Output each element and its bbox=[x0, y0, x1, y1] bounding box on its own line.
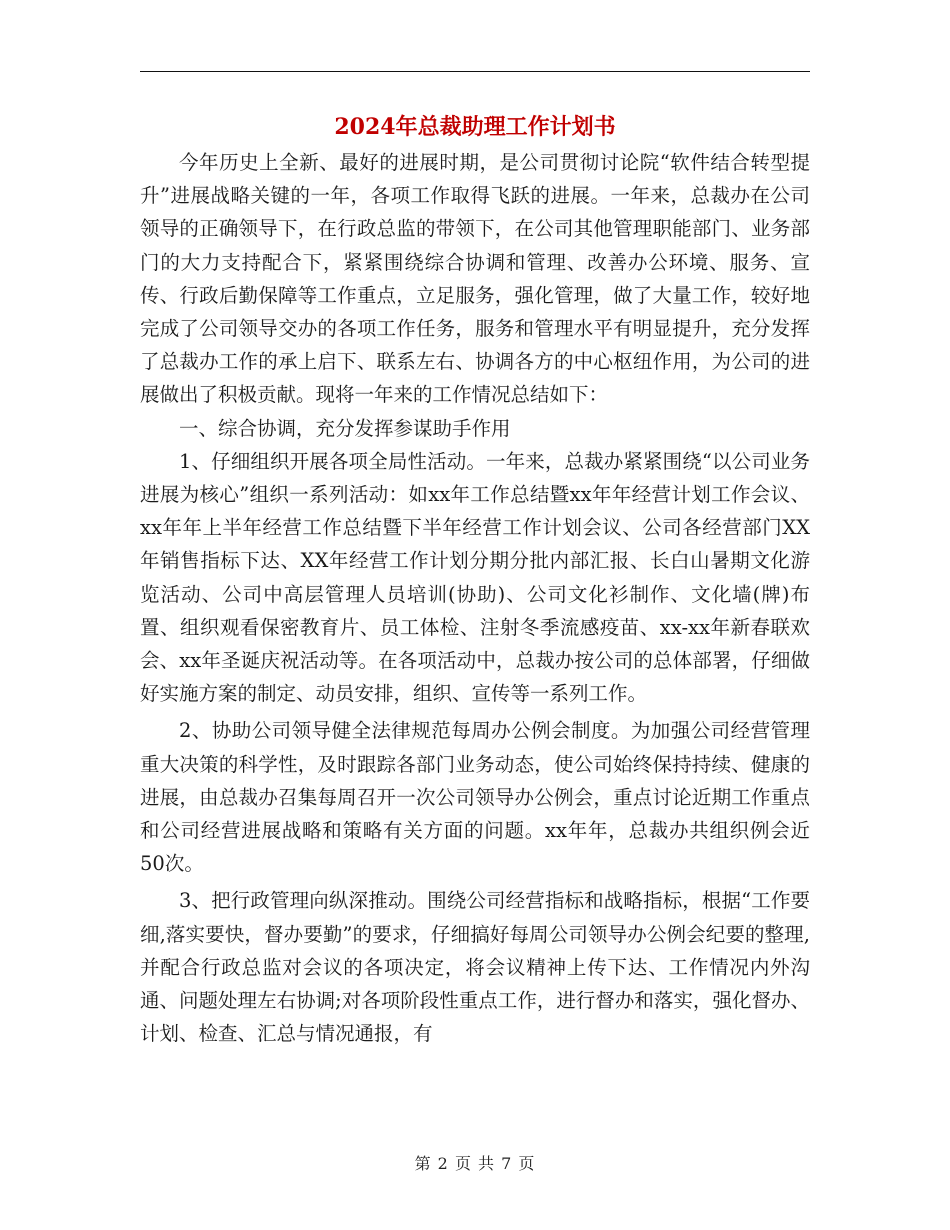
section-heading-1: 一、综合协调，充分发挥参谋助手作用 bbox=[179, 416, 511, 440]
paragraph-intro: 今年历史上全新、最好的进展时期，是公司贯彻讨论院“软件结合转型提升”进展战略关键的一年，各项工作取得飞跃的进展。一年来，总裁办在公司领导的正确领导下，在行政总监的带领下，在公司其他管理职能部门、业务部门的大力支持配合下，紧紧围绕综合协调和管理、改善办公环境、服务、宣传、行政后勤保障等工作重点，立足服务，强化管理，做了大量工作，较好地完成了公司领导交办的各项工作任务，服务和管理水平有明显提升，充分发挥了总裁办工作的承上启下、联系左右、协调各方的中心枢纽作用，为公司的进展做出了积极贡献。现将一年来的工作情况总结如下： bbox=[140, 151, 810, 407]
paragraph-item-2: 2、协助公司领导健全法律规范每周办公例会制度。为加强公司经营管理重大决策的科学性，及时跟踪各部门业务动态，使公司始终保持持续、健康的进展，由总裁办召集每周召开一次公司领导办公例会，重点讨论近期工作重点和公司经营进展战略和策略有关方面的问题。xx年年，总裁办共组织例会近50次。 bbox=[140, 719, 810, 876]
document-body bbox=[140, 146, 810, 1050]
header-rule bbox=[140, 71, 810, 72]
page-number-footer: 第 2 页 共 7 页 bbox=[414, 1154, 536, 1173]
document-title: 2024年总裁助理工作计划书 bbox=[334, 114, 616, 140]
paragraph-item-3: 3、把行政管理向纵深推动。围绕公司经营指标和战略指标，根据“工作要细,落实要快，督办要勤”的要求，仔细搞好每周公司领导办公例会纪要的整理,并配合行政总监对会议的各项决定，将会议精神上传下达、工作情况内外沟通、问题处理左右协调;对各项阶段性重点工作，进行督办和落实，强化督办、计划、检查、汇总与情况通报，有 bbox=[140, 889, 810, 1046]
paragraph-item-1: 1、仔细组织开展各项全局性活动。一年来，总裁办紧紧围绕“以公司业务进展为核心”组织一系列活动：如xx年工作总结暨xx年年经营计划工作会议、xx年年上半年经营工作总结暨下半年经营工作计划会议、公司各经营部门XX年销售指标下达、XX年经营工作计划分期分批内部汇报、长白山暑期文化游览活动、公司中高层管理人员培训(协助)、公司文化衫制作、文化墙(牌)布置、组织观看保密教育片、员工体检、注射冬季流感疫苗、xx-xx年新春联欢会、xx年圣诞庆祝活动等。在各项活动中，总裁办按公司的总体部署，仔细做好实施方案的制定、动员安排，组织、宣传等一系列工作。 bbox=[140, 449, 810, 706]
